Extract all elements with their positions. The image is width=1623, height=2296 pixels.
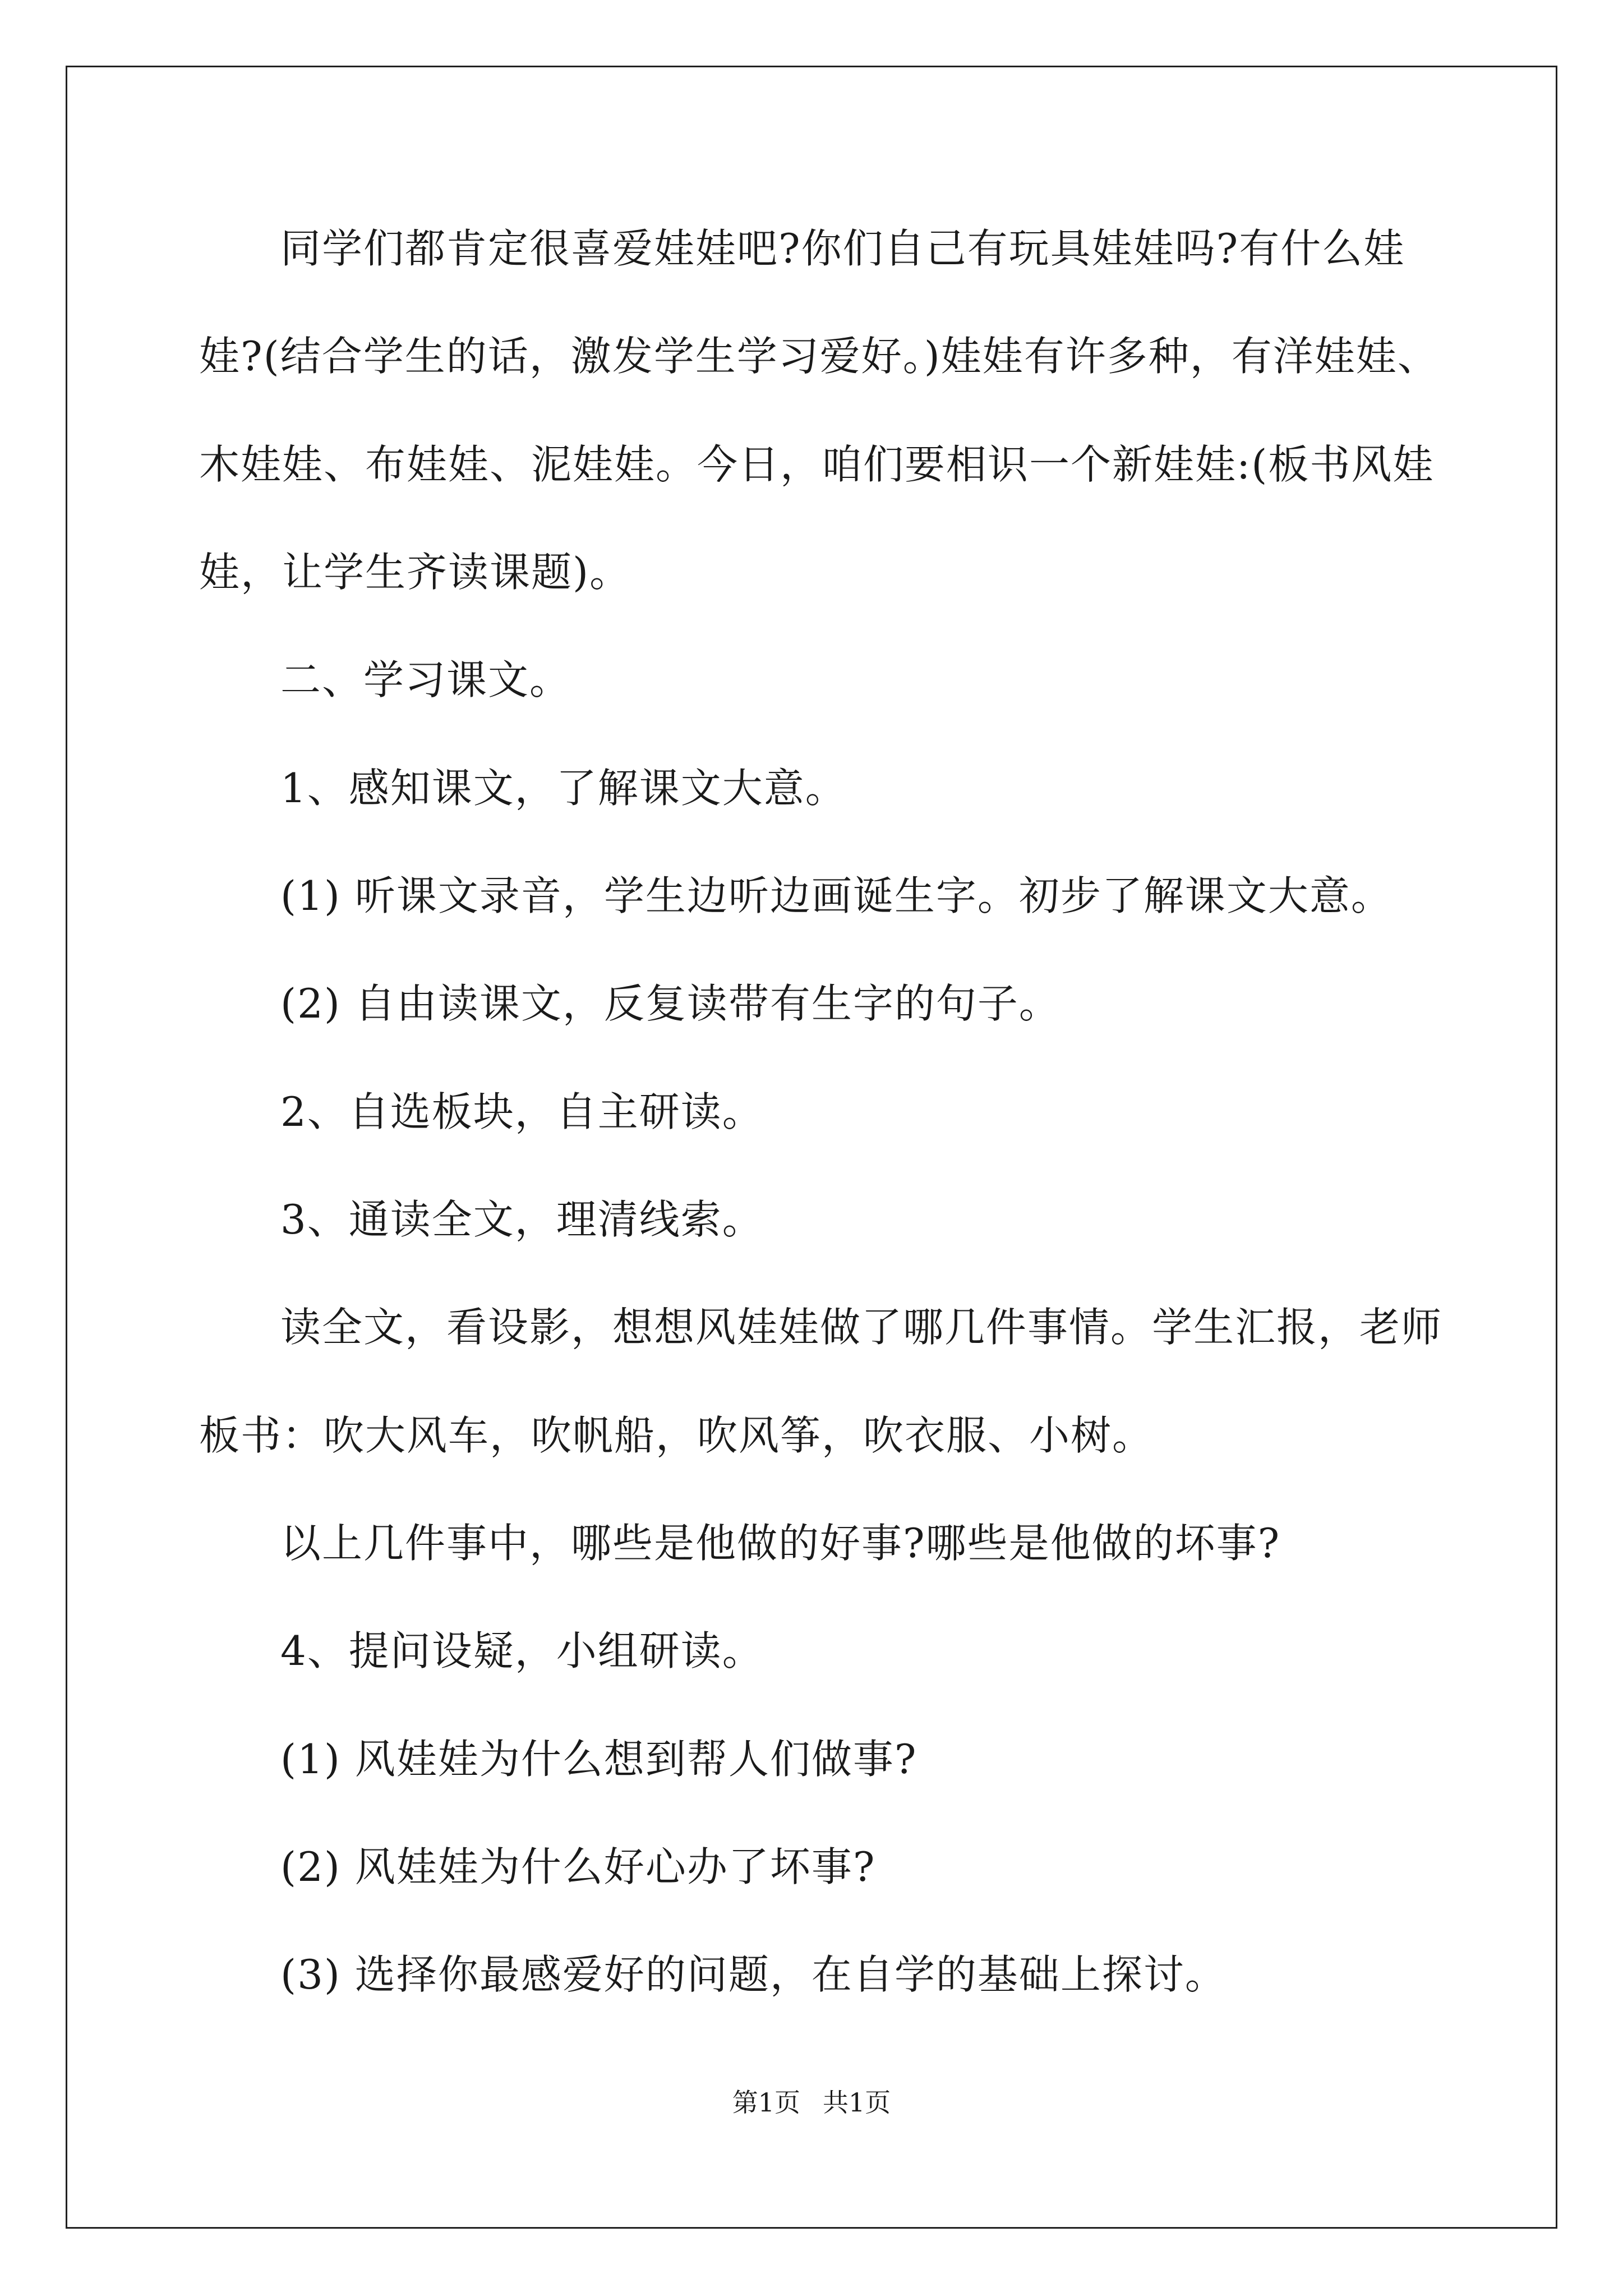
section-heading: 二、学习课文。 (280, 656, 571, 703)
page-footer (0, 2086, 1623, 2119)
subsection-heading: 2、自选板块，自主研读。 (280, 1088, 764, 1135)
list-item: (1) 听课文录音，学生边听边画诞生字。初步了解课文大意。 (280, 872, 1393, 919)
subsection-heading: 4、提问设疑，小组研读。 (280, 1627, 764, 1674)
list-item: (1) 风娃娃为什么想到帮人们做事? (280, 1736, 917, 1783)
paragraph-line: 娃?(结合学生的话，激发学生学习爱好。)娃娃有许多种，有洋娃娃、 (199, 333, 1439, 380)
paragraph-line: 同学们都肯定很喜爱娃娃吧?你们自己有玩具娃娃吗?有什么娃 (280, 225, 1405, 272)
paragraph-line: 娃，让学生齐读课题)。 (199, 549, 631, 596)
subsection-heading: 3、通读全文，理清线索。 (280, 1196, 764, 1243)
page-number-current: 第1页 (732, 2087, 800, 2118)
list-item: (2) 自由读课文，反复读带有生字的句子。 (280, 980, 1061, 1027)
page-number-total: 共1页 (823, 2087, 891, 2118)
paragraph-line: 板书：吹大风车，吹帆船，吹风筝，吹衣服、小树。 (199, 1412, 1154, 1459)
paragraph-line: 以上几件事中，哪些是他做的好事?哪些是他做的坏事? (280, 1520, 1281, 1567)
page-frame (66, 66, 1557, 2229)
paragraph-line: 读全文，看设影，想想风娃娃做了哪几件事情。学生汇报，老师 (280, 1304, 1443, 1351)
subsection-heading: 1、感知课文，了解课文大意。 (280, 765, 847, 812)
list-item: (2) 风娃娃为什么好心办了坏事? (280, 1843, 876, 1890)
list-item: (3) 选择你最感爱好的问题，在自学的基础上探讨。 (280, 1951, 1227, 1998)
paragraph-line: 木娃娃、布娃娃、泥娃娃。今日，咱们要相识一个新娃娃:(板书风娃 (199, 441, 1435, 488)
